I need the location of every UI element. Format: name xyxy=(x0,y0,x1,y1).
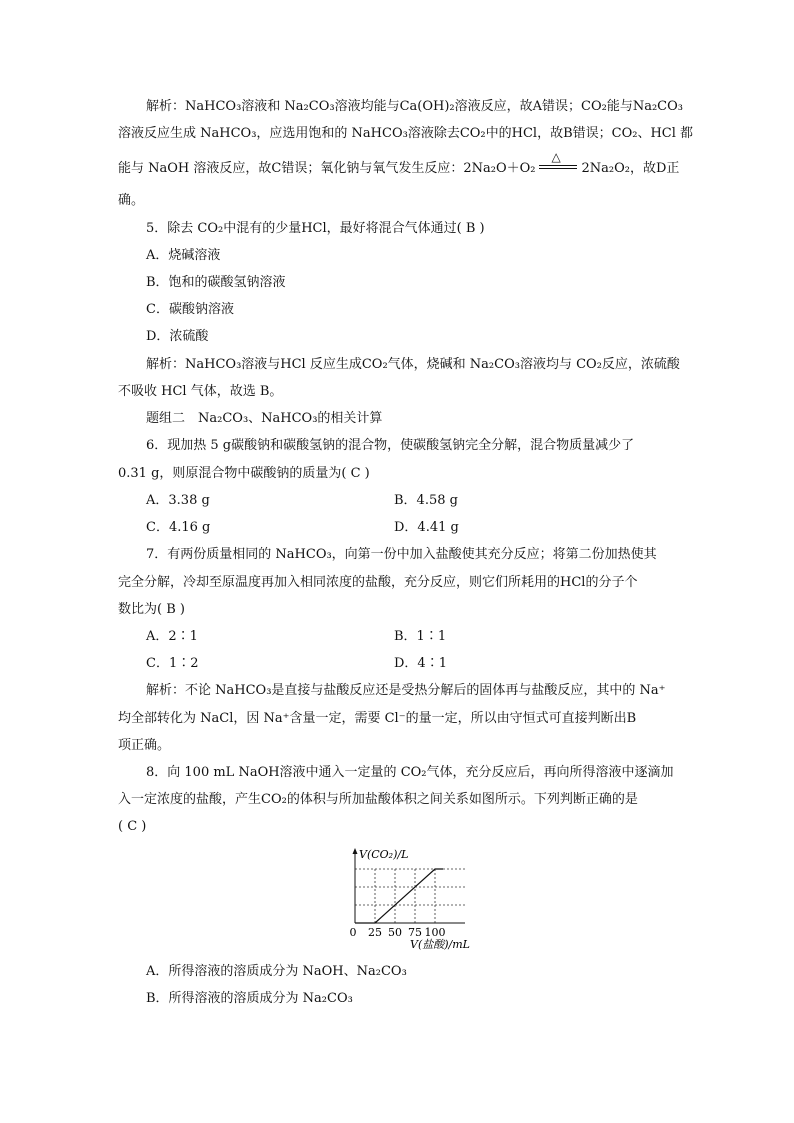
question-8-stem-1: 8．向 100 mL NaOH溶液中通入一定量的 CO₂气体，充分反应后，再向所得溶液中逐滴加 xyxy=(146,765,674,780)
x-tick-label-50: 50 xyxy=(388,926,402,939)
explanation-line-4: 确。 xyxy=(118,193,145,208)
question-5-option-a: A．烧碱溶液 xyxy=(146,248,221,263)
question-7-explanation-3: 项正确。 xyxy=(118,738,171,753)
explanation-line-1: 解析：NaHCO₃溶液和 Na₂CO₃溶液均能与Ca(OH)₂溶液反应，故A错误；CO₂能与Na₂CO₃ xyxy=(146,99,683,114)
question-6-option-a: A．3.38 g xyxy=(146,493,210,508)
y-axis-arrow-icon xyxy=(353,848,358,854)
x-tick-label-25: 25 xyxy=(368,926,382,939)
co2-volume-chart xyxy=(330,845,490,955)
question-7-explanation-2: 均全部转化为 NaCl，因 Na⁺含量一定，需要 Cl⁻的量一定，所以由守恒式可直接判断出B xyxy=(118,711,637,726)
question-7-stem-2: 完全分解，冷却至原温度再加入相同浓度的盐酸，充分反应，则它们所耗用的HCl的分子个 xyxy=(118,575,638,590)
question-8-option-b: B．所得溶液的溶质成分为 Na₂CO₃ xyxy=(146,991,353,1006)
x-axis-label: V(盐酸)/mL xyxy=(410,938,470,951)
heating-equals-sign xyxy=(539,150,577,174)
question-7-option-d: D．4∶1 xyxy=(394,656,447,671)
question-6-option-d: D．4.41 g xyxy=(394,520,459,535)
chart-grid xyxy=(355,867,465,923)
explanation-line-3-part2: 2Na₂O₂，故D正 xyxy=(581,161,680,176)
y-axis-label: V(CO₂)/L xyxy=(359,848,409,861)
question-5-explanation-1: 解析：NaHCO₃溶液与HCl 反应生成CO₂气体，烧碱和 Na₂CO₃溶液均与 CO₂反应，浓硫酸 xyxy=(146,357,680,372)
question-6-stem-1: 6．现加热 5 g碳酸钠和碳酸氢钠的混合物，使碳酸氢钠完全分解，混合物质量减少了 xyxy=(146,438,635,453)
question-8-option-a: A．所得溶液的溶质成分为 NaOH、Na₂CO₃ xyxy=(146,964,407,979)
question-7-stem-3: 数比为( B ) xyxy=(118,602,185,617)
explanation-line-3-part1: 能与 NaOH 溶液反应，故C错误；氧化钠与氧气发生反应：2Na₂O＋O₂ xyxy=(118,161,536,176)
question-8-stem-3: ( C ) xyxy=(118,819,147,834)
question-7-option-b: B．1∶1 xyxy=(394,629,447,644)
question-6-stem-2: 0.31 g，则原混合物中碳酸钠的质量为( C ) xyxy=(118,466,370,481)
question-5-option-d: D．浓硫酸 xyxy=(146,329,209,344)
question-5-explanation-2: 不吸收 HCl 气体，故选 B。 xyxy=(118,384,283,399)
question-5-option-b: B．饱和的碳酸氢钠溶液 xyxy=(146,275,286,290)
question-5-stem: 5．除去 CO₂中混有的少量HCl，最好将混合气体通过( B ) xyxy=(146,221,485,236)
question-7-option-c: C．1∶2 xyxy=(146,656,199,671)
group-2-heading: 题组二 Na₂CO₃、NaHCO₃的相关计算 xyxy=(146,411,383,426)
question-8-stem-2: 入一定浓度的盐酸，产生CO₂的体积与所加盐酸体积之间关系如图所示。下列判断正确的是 xyxy=(118,792,638,807)
x-tick-label-0: 0 xyxy=(349,926,357,939)
question-6-option-c: C．4.16 g xyxy=(146,520,211,535)
question-7-explanation-1: 解析：不论 NaHCO₃是直接与盐酸反应还是受热分解后的固体再与盐酸反应，其中的 Na⁺ xyxy=(146,683,666,698)
question-6-option-b: B．4.58 g xyxy=(394,493,458,508)
question-7-stem-1: 7．有两份质量相同的 NaHCO₃，向第一份中加入盐酸使其充分反应；将第二份加热使其 xyxy=(146,547,657,562)
explanation-line-2: 溶液反应生成 NaHCO₃，应选用饱和的 NaHCO₃溶液除去CO₂中的HCl，故B错误；CO₂、HCl 都 xyxy=(118,126,694,141)
co2-volume-line xyxy=(355,869,443,923)
explanation-line-3 xyxy=(118,150,680,182)
heat-triangle-icon: △ xyxy=(551,150,561,164)
question-5-option-c: C．碳酸钠溶液 xyxy=(146,302,234,317)
question-7-option-a: A．2∶1 xyxy=(146,629,198,644)
x-tick-labels xyxy=(350,926,446,939)
x-tick-label-100: 100 xyxy=(424,926,446,939)
x-tick-label-75: 75 xyxy=(408,926,422,939)
